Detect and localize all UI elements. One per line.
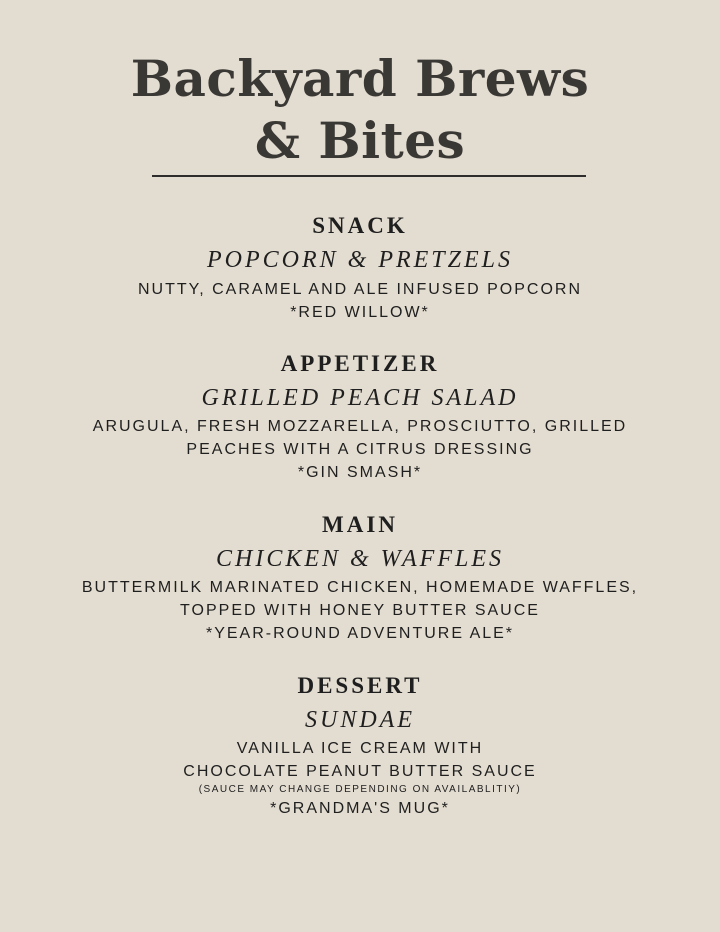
dish-description-dessert-line1: VANILLA ICE CREAM WITH	[236, 740, 484, 757]
menu-title-line1: Backyard Brews	[130, 49, 590, 108]
dish-note-dessert: (SAUCE MAY CHANGE DEPENDING ON AVAILABLITIY)	[198, 784, 522, 795]
dish-description-snack-line1: NUTTY, CARAMEL AND ALE INFUSED POPCORN	[137, 281, 583, 298]
section-heading-main: MAIN	[322, 512, 398, 537]
dish-description-dessert-line2: CHOCOLATE PEANUT BUTTER SAUCE	[183, 763, 537, 780]
dish-name-main: CHICKEN & WAFFLES	[216, 546, 504, 572]
dish-description-main-line2: TOPPED WITH HONEY BUTTER SAUCE	[180, 602, 540, 619]
dish-name-dessert: SUNDAE	[305, 707, 415, 733]
pairing-appetizer: *GIN SMASH*	[297, 464, 423, 481]
dish-description-appetizer-line2: PEACHES WITH A CITRUS DRESSING	[186, 441, 534, 458]
dish-description-main-line1: BUTTERMILK MARINATED CHICKEN, HOMEMADE WAFFLES,	[81, 579, 639, 596]
dish-name-snack: POPCORN & PRETZELS	[206, 247, 513, 273]
pairing-snack: *RED WILLOW*	[290, 304, 430, 321]
pairing-main: *YEAR-ROUND ADVENTURE ALE*	[205, 625, 515, 642]
section-heading-dessert: DESSERT	[297, 673, 423, 698]
dish-description-appetizer-line1: ARUGULA, FRESH MOZZARELLA, PROSCIUTTO, GRILLED	[92, 418, 628, 435]
section-heading-snack: SNACK	[312, 213, 408, 238]
menu-title-line2: & Bites	[254, 111, 466, 170]
dish-name-appetizer: GRILLED PEACH SALAD	[201, 385, 519, 411]
title-divider	[152, 175, 586, 177]
pairing-dessert: *GRANDMA'S MUG*	[270, 800, 450, 817]
section-heading-appetizer: APPETIZER	[280, 351, 440, 376]
